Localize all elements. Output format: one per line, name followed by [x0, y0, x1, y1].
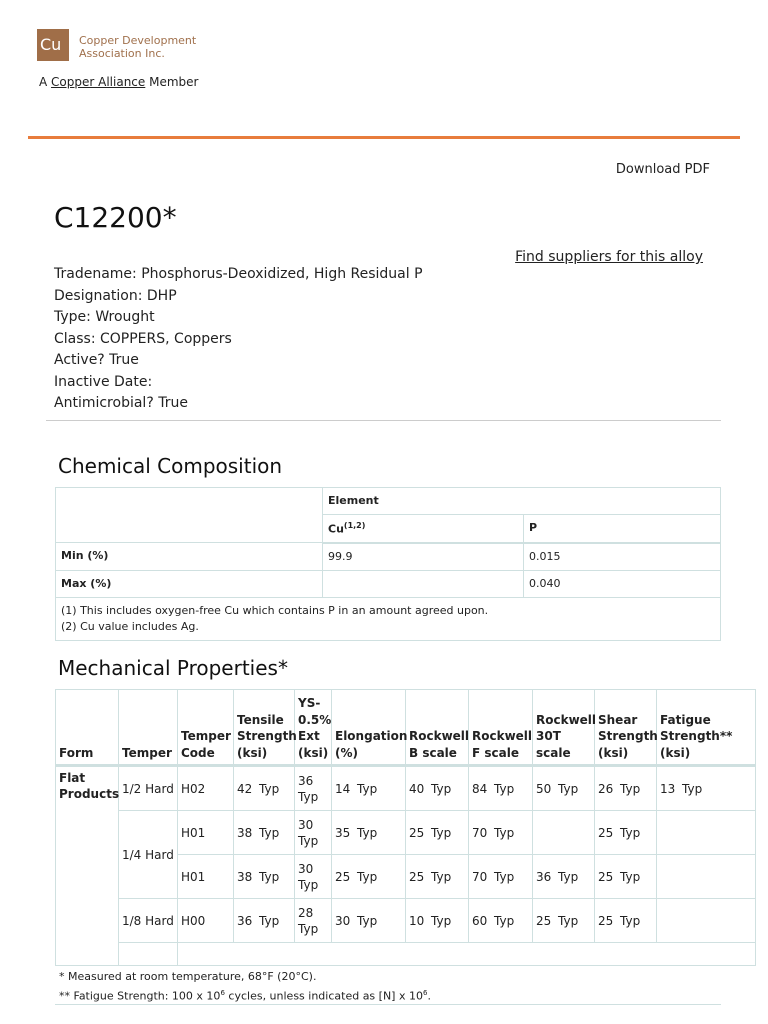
fatigue-cell: 13 Typ [657, 766, 756, 811]
alloy-metadata [54, 264, 423, 415]
logo-line-1: Copper Development [79, 34, 197, 47]
temper-code-cell: H01 [178, 811, 234, 855]
inactive-date: Inactive Date: [54, 373, 153, 390]
find-suppliers-link[interactable]: Find suppliers for this alloy [515, 249, 703, 265]
min-p: 0.015 [524, 543, 721, 571]
mechanical-properties-table [55, 689, 756, 966]
table-row [56, 766, 756, 811]
chem-note-2: (2) Cu value includes Ag. [61, 619, 199, 633]
blank-cell [178, 943, 756, 966]
tensile-cell: 42 Typ [234, 766, 295, 811]
rockwell-f-cell: 60 Typ [469, 899, 533, 943]
tensile-cell: 38 Typ [234, 855, 295, 899]
header-shear: Shear Strength (ksi) [595, 690, 657, 766]
temper-cell: 1/8 Hard [119, 899, 178, 943]
shear-cell: 25 Typ [595, 811, 657, 855]
mech-section-title: Mechanical Properties* [58, 656, 288, 680]
rockwell-30t-cell: 36 Typ [533, 855, 595, 899]
shear-cell: 25 Typ [595, 855, 657, 899]
type: Type: Wrought [54, 309, 155, 325]
alliance-member-text: A Copper Alliance Member [39, 75, 199, 89]
rockwell-30t-cell: 25 Typ [533, 899, 595, 943]
table-row [56, 899, 756, 943]
header-rockwell-f: Rockwell F scale [469, 690, 533, 766]
temper-code-cell: H02 [178, 766, 234, 811]
section-divider [46, 420, 721, 421]
rockwell-30t-cell: 50 Typ [533, 766, 595, 811]
form-cell: Flat Products [56, 766, 119, 966]
header-form: Form [56, 690, 119, 766]
fatigue-cell [657, 899, 756, 943]
copper-alliance-link[interactable]: Copper Alliance [51, 75, 146, 89]
rockwell-f-cell: 70 Typ [469, 855, 533, 899]
elongation-cell: 30 Typ [332, 899, 406, 943]
chem-section-title: Chemical Composition [58, 454, 283, 478]
header-divider [28, 136, 740, 139]
logo-text [79, 34, 196, 60]
mechanical-properties-table-wrap[interactable] [55, 689, 733, 1007]
header-temper: Temper [119, 690, 178, 766]
blank-temper-cell [119, 943, 178, 966]
rockwell-b-cell: 25 Typ [406, 811, 469, 855]
max-cu [323, 570, 524, 597]
chem-corner-cell [56, 488, 323, 543]
table-row [56, 811, 756, 855]
logo-symbol: Cu [40, 35, 62, 54]
antimicrobial: Antimicrobial? True [54, 395, 188, 411]
mech-table-bottom-border [55, 1004, 721, 1005]
temper-cell: 1/2 Hard [119, 766, 178, 811]
chem-note-1: (1) This includes oxygen-free Cu which contains P in an amount agreed upon. [61, 603, 489, 617]
temper-code-cell: H00 [178, 899, 234, 943]
tensile-cell: 36 Typ [234, 899, 295, 943]
fatigue-cell [657, 855, 756, 899]
header-fatigue: Fatigue Strength** (ksi) [657, 690, 756, 766]
header-temper-code: Temper Code [178, 690, 234, 766]
rockwell-30t-cell [533, 811, 595, 855]
rockwell-f-cell: 84 Typ [469, 766, 533, 811]
chem-notes [56, 597, 721, 640]
mech-notes [59, 968, 431, 1005]
header-elongation: Elongation (%) [332, 690, 406, 766]
rockwell-b-cell: 40 Typ [406, 766, 469, 811]
col-cu-header: Cu$^{(1,2)}$ [323, 515, 524, 543]
min-cu: 99.9 [323, 543, 524, 571]
elongation-cell: 14 Typ [332, 766, 406, 811]
elongation-cell: 25 Typ [332, 855, 406, 899]
ys-cell: 36 Typ [295, 766, 332, 811]
max-p: 0.040 [524, 570, 721, 597]
ys-cell: 30 Typ [295, 855, 332, 899]
active: Active? True [54, 352, 139, 368]
tensile-cell: 38 Typ [234, 811, 295, 855]
tradename: Tradename: Phosphorus-Deoxidized, High Residual P [54, 266, 423, 282]
logo-line-2: Association Inc. [79, 47, 165, 60]
element-header: Element [323, 488, 721, 515]
shear-cell: 25 Typ [595, 899, 657, 943]
header-tensile: Tensile Strength (ksi) [234, 690, 295, 766]
rockwell-b-cell: 10 Typ [406, 899, 469, 943]
page-title: C12200* [54, 201, 177, 234]
temper-code-cell: H01 [178, 855, 234, 899]
rockwell-f-cell: 70 Typ [469, 811, 533, 855]
designation: Designation: DHP [54, 287, 177, 304]
header-ys: YS-0.5% Ext (ksi) [295, 690, 332, 766]
header-rockwell-30t: Rockwell 30T scale [533, 690, 595, 766]
ys-cell: 30 Typ [295, 811, 332, 855]
chemical-composition-table [55, 487, 721, 641]
ys-cell: 28 Typ [295, 899, 332, 943]
header-rockwell-b: Rockwell B scale [406, 690, 469, 766]
mech-note-2: ** Fatigue Strength: 100 x $10^6$ cycles, unless indicated as [N] x $10^6$. [59, 989, 431, 1003]
download-pdf-link[interactable]: Download PDF [615, 162, 710, 177]
rockwell-b-cell: 25 Typ [406, 855, 469, 899]
temper-cell: 1/4 Hard [119, 811, 178, 899]
cda-logo[interactable] [37, 29, 69, 61]
elongation-cell: 35 Typ [332, 811, 406, 855]
table-row [56, 943, 756, 966]
class: Class: COPPERS, Coppers [54, 330, 232, 347]
shear-cell: 26 Typ [595, 766, 657, 811]
mech-note-1: * Measured at room temperature, 68°F (20°C). [59, 970, 317, 983]
fatigue-cell [657, 811, 756, 855]
row-max-label: Max (%) [56, 570, 323, 597]
col-p-header: P [524, 515, 721, 543]
row-min-label: Min (%) [56, 543, 323, 571]
